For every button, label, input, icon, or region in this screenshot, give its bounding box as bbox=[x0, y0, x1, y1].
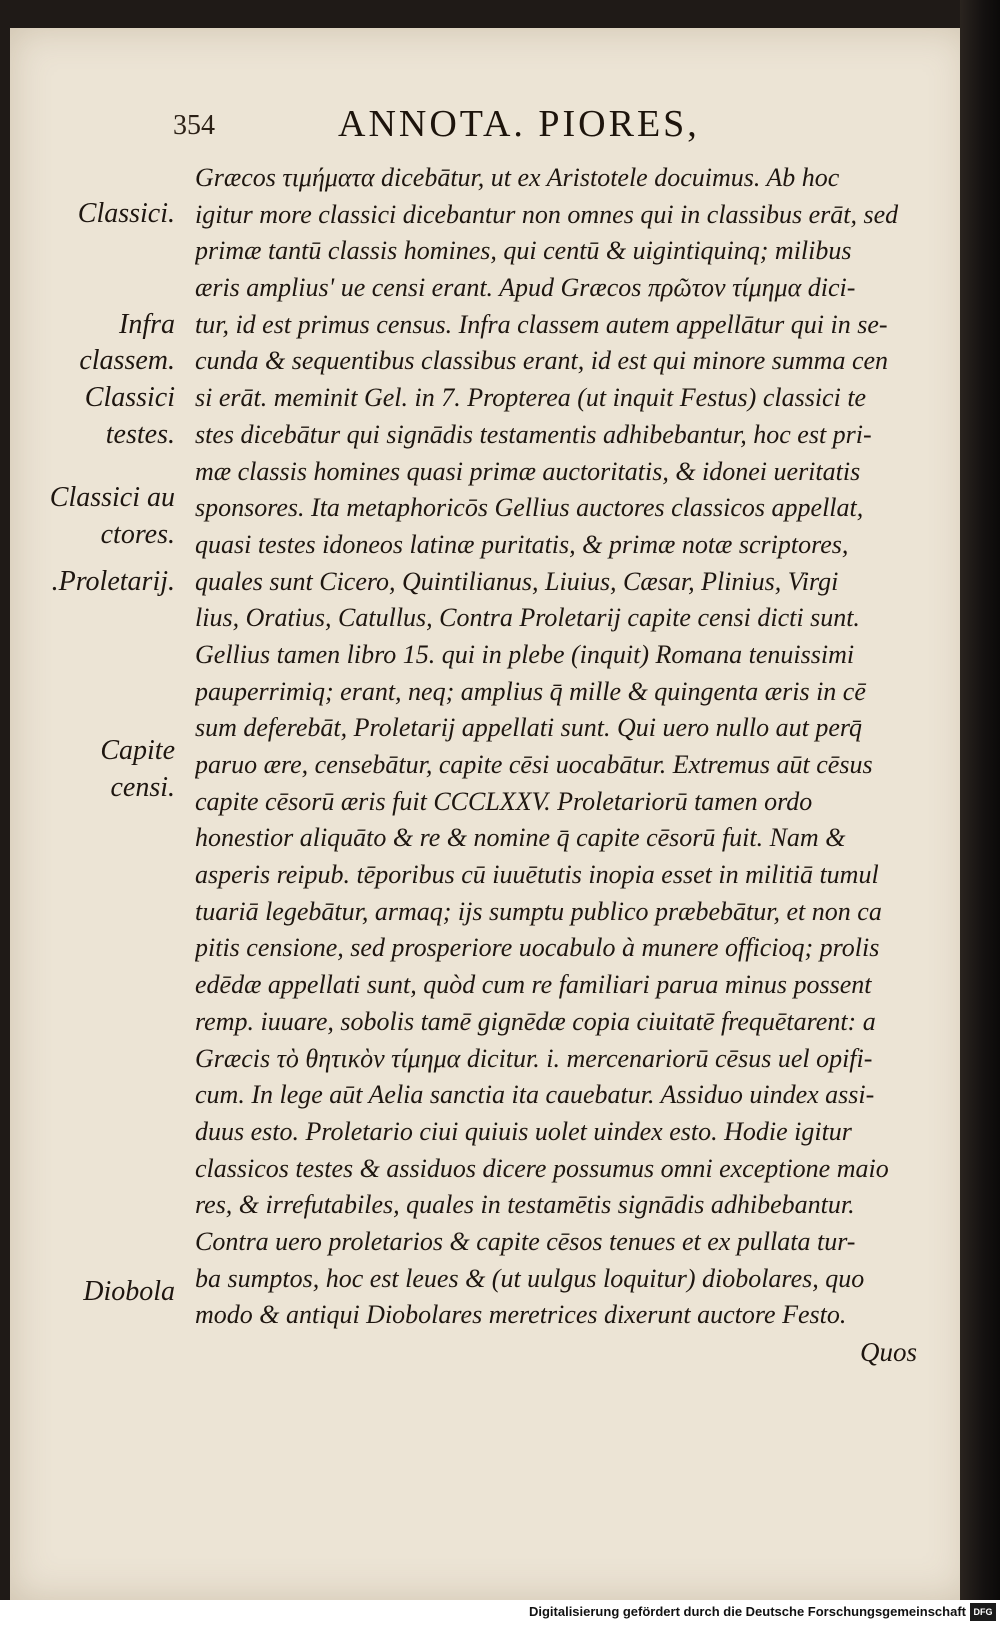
main-text-block bbox=[195, 160, 925, 1371]
text-line: duus esto. Proletario ciui quiuis uolet uindex esto. Hodie igitur bbox=[195, 1116, 852, 1146]
margin-note-classem: classem. bbox=[79, 345, 175, 376]
margin-note-capite: Capite bbox=[100, 735, 175, 766]
text-line: pitis censione, sed prosperiore uocabulo à munere officioq; prolis bbox=[195, 933, 880, 963]
margin-note-classici: Classici. bbox=[77, 198, 175, 229]
text-line: stes dicebātur qui signādis testamentis adhibebantur, hoc est pri- bbox=[195, 419, 872, 449]
text-line: res, & irrefutabiles, quales in testamētis signādis adhibebantur. bbox=[195, 1190, 855, 1220]
text-line: tur, id est primus census. Infra classem autem appellātur qui in se- bbox=[195, 309, 888, 339]
text-line: mæ classis homines quasi primæ auctoritatis, & idonei ueritatis bbox=[195, 456, 861, 486]
margin-note-diobola: Diobola bbox=[83, 1276, 175, 1307]
text-line: cum. In lege aūt Aelia sanctia ita cauebatur. Assiduo uindex assi- bbox=[195, 1080, 875, 1110]
text-line: ba sumptos, hoc est leues & (ut uulgus loquitur) diobolares, quo bbox=[195, 1263, 865, 1293]
page-header bbox=[10, 80, 970, 145]
margin-note-testes: testes. bbox=[105, 419, 175, 450]
dfg-logo-icon: DFG bbox=[970, 1603, 996, 1621]
margin-note-classici-2: Classici bbox=[84, 382, 175, 413]
text-line: Contra uero proletarios & capite cēsos tenues et ex pullata tur- bbox=[195, 1226, 856, 1256]
margin-note-ctores: ctores. bbox=[100, 519, 175, 550]
running-head: ANNOTA. PIORES, bbox=[338, 103, 700, 145]
text-line: edēdæ appellati sunt, quòd cum re familiari parua minus possent bbox=[195, 970, 872, 1000]
text-line: Gellius tamen libro 15. qui in plebe (inquit) Romana tenuissimi bbox=[195, 639, 855, 669]
book-spine-edge bbox=[960, 0, 1000, 1600]
text-line: sponsores. Ita metaphoricōs Gellius auctores classicos appellat, bbox=[195, 493, 864, 523]
text-line: cunda & sequentibus classibus erant, id est qui minore summa cen bbox=[195, 346, 889, 376]
page-number: 354 bbox=[173, 110, 215, 141]
text-line: lius, Oratius, Catullus, Contra Proletarij capite censi dicti sunt. bbox=[195, 603, 860, 633]
text-line: quales sunt Cicero, Quintilianus, Liuius, Cæsar, Plinius, Virgi bbox=[195, 566, 839, 596]
text-line: capite cēsorū æris fuit CCCLXXV. Proletariorū tamen ordo bbox=[195, 786, 813, 816]
text-line: tuariā legebātur, armaq; ijs sumptu publico præbebātur, et non ca bbox=[195, 896, 882, 926]
text-line: quasi testes idoneos latinæ puritatis, & primæ notæ scriptores, bbox=[195, 529, 849, 559]
text-line: pauperrimiq; erant, neq; amplius q̄ mille & quingenta æris in cē bbox=[195, 676, 866, 706]
margin-note-infra: Infra bbox=[119, 309, 175, 340]
catchword: Quos bbox=[859, 1337, 917, 1367]
text-line: asperis reipub. tēporibus cū iuuētutis inopia esset in militiā tumul bbox=[195, 860, 879, 890]
text-line: primæ tantū classis homines, qui centū & uigintiquinq; milibus bbox=[195, 236, 852, 266]
funding-notice: Digitalisierung gefördert durch die Deutsche Forschungsgemeinschaft bbox=[528, 1604, 966, 1619]
margin-note-proletarij: .Proletarij. bbox=[51, 566, 175, 597]
margin-note-classici-au: Classici au bbox=[49, 482, 175, 513]
text-line: Græcis τὸ θητικὸν τίμημα dicitur. i. mercenariorū cēsus uel opifi- bbox=[195, 1043, 873, 1073]
text-line: classicos testes & assiduos dicere possumus omni exceptione maio bbox=[195, 1153, 889, 1183]
text-line: æris amplius' ue censi erant. Apud Græcos πρῶτον τίμημα dici- bbox=[195, 273, 856, 303]
margin-note-censi: censi. bbox=[110, 772, 175, 803]
text-line: igitur more classici dicebantur non omnes qui in classibus erāt, sed bbox=[195, 199, 899, 229]
text-line: remp. iuuare, sobolis tamē gignēdæ copia ciuitatē frequētarent: a bbox=[195, 1006, 876, 1036]
text-line: si erāt. meminit Gel. in 7. Propterea (ut inquit Festus) classici te bbox=[195, 383, 867, 413]
text-line: paruo ære, censebātur, capite cēsi uocabātur. Extremus aūt cēsus bbox=[195, 750, 873, 779]
text-line: Græcos τιμήματα dicebātur, ut ex Aristotele docuimus. Ab hoc bbox=[195, 163, 840, 192]
text-line: sum deferebāt, Proletarij appellati sunt. Qui uero nullo aut perq̄ bbox=[195, 713, 863, 743]
book-page bbox=[10, 28, 970, 1600]
text-line: modo & antiqui Diobolares meretrices dixerunt auctore Festo. bbox=[195, 1300, 847, 1330]
text-line: honestior aliquāto & re & nomine q̄ capite cēsorū fuit. Nam & bbox=[195, 823, 846, 853]
digitization-footer bbox=[0, 1600, 1000, 1626]
